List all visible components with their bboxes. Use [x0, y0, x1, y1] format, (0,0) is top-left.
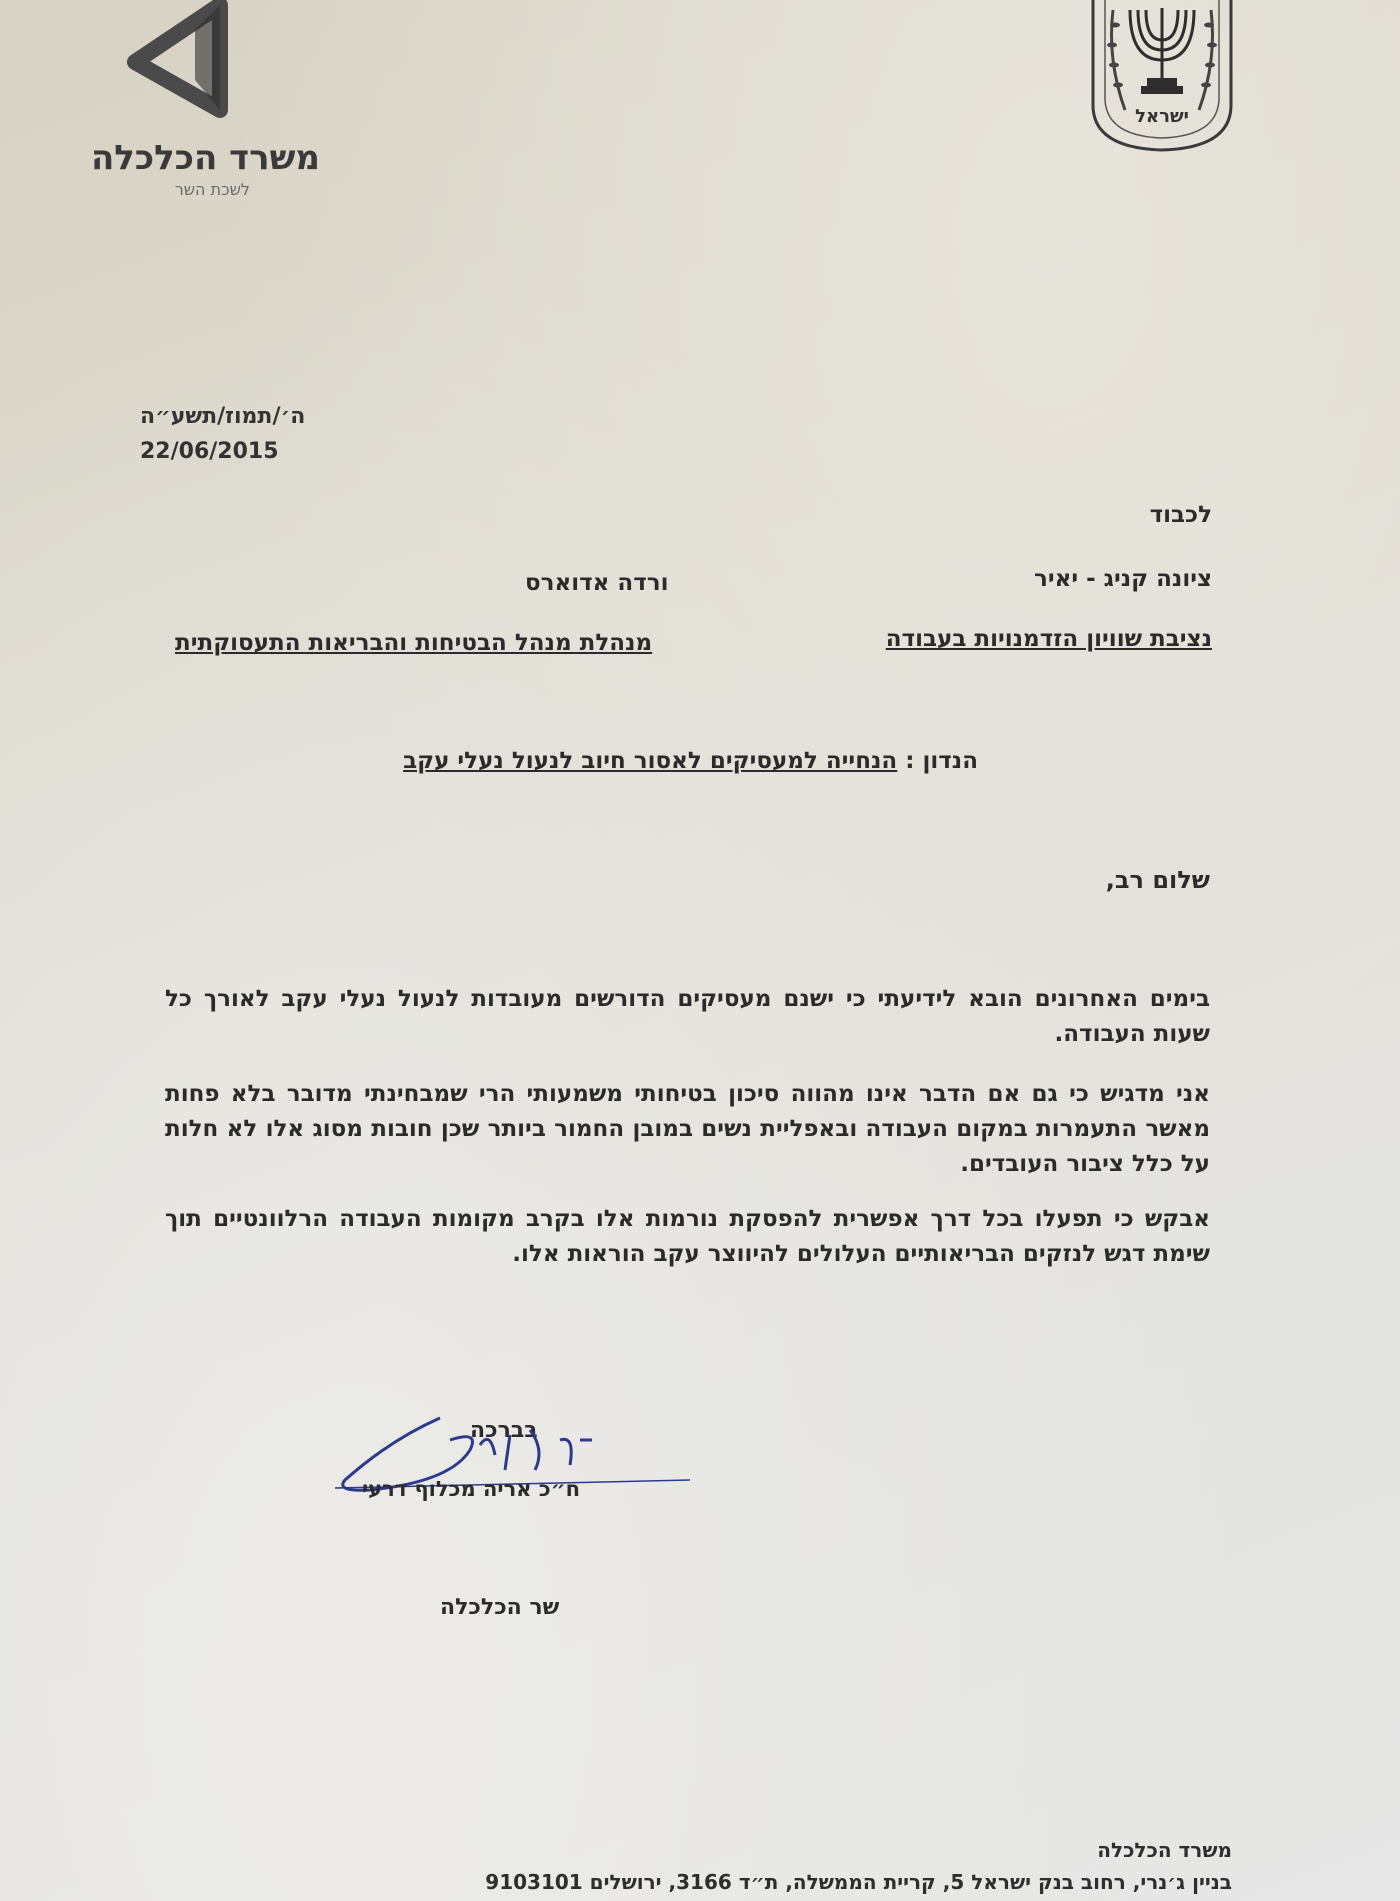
footer-line-1: משרד הכלכלה: [1097, 1838, 1232, 1862]
ministry-logo: [60, 0, 320, 205]
subject-label: הנדון :: [905, 748, 978, 774]
date-block: [140, 404, 440, 464]
subject-line: [388, 748, 978, 774]
greeting: שלום רב,: [1105, 866, 1210, 894]
body-paragraph-2: אני מדגיש כי גם אם הדבר אינו מהווה סיכון בטיחותי משמעותי הרי שמבחינתי מדובר בלא פחות מאשר התעמרות במקום העבודה ובאפליית נשים במובן החמור ביותר שכן חובות מסוג אלו לא חלות על כלל ציבור העובדים.: [165, 1081, 1210, 1177]
signer-name: ח״כ אריה מכלוף דרעי: [362, 1477, 581, 1501]
ministry-name: משרד הכלכלה: [90, 138, 320, 178]
footer-line-2: בניין ג׳נרי, רחוב בנק ישראל 5, קריית הממשלה, ת״ד 3166, ירושלים 9103101: [485, 1870, 1232, 1894]
body-paragraph-3: אבקש כי תפעלו בכל דרך אפשרית להפסקת נורמות אלו בקרב מקומות העבודה הרלוונטיים תוך שימת דגש לנזקים הבריאותיים העלולים להיווצר עקב הוראות אלו.: [165, 1206, 1210, 1267]
footer-address: [472, 1834, 1232, 1898]
ministry-sub: לשכת השר: [174, 180, 250, 199]
closing: בברכה: [470, 1418, 538, 1443]
date-gregorian: 22/06/2015: [140, 439, 279, 464]
menorah-emblem-icon: [1085, 0, 1240, 155]
recipient-1-title: נציבת שוויון הזדמנויות בעבודה: [885, 626, 1212, 652]
subject-text: הנחייה למעסיקים לאסור חיוב לנעול נעלי עקב: [403, 748, 898, 774]
state-emblem: [1085, 0, 1240, 155]
recipient-2-name: ורדה אדוארס: [525, 570, 669, 596]
date-hebrew: ה׳/תמוז/תשע״ה: [140, 404, 306, 429]
to-label: לכבוד: [1149, 502, 1212, 528]
recipient-2-title: מנהלת מנהל הבטיחות והבריאות התעסוקתית: [175, 630, 653, 656]
signer-role: שר הכלכלה: [440, 1595, 560, 1620]
ministry-triangle-icon: [125, 0, 235, 120]
emblem-text: ישראל: [1135, 106, 1189, 127]
recipient-1-name: ציונה קניג - יאיר: [1033, 566, 1212, 592]
body-paragraph-1: בימים האחרונים הובא לידיעתי כי ישנם מעסיקים הדורשים מעובדות לנעול נעלי עקב לאורך כל שעות העבודה.: [165, 986, 1210, 1047]
